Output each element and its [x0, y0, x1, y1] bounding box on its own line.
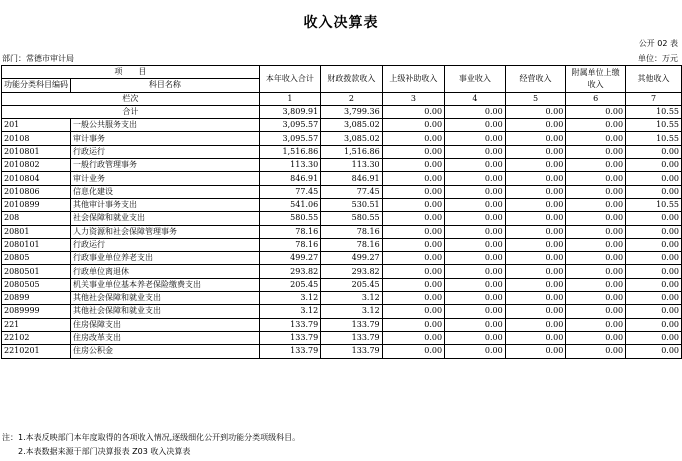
row-value: 0.00: [626, 292, 682, 305]
row-name: 行政事业单位养老支出: [71, 252, 260, 265]
row-value: 3,085.02: [321, 119, 382, 132]
row-value: 0.00: [382, 345, 444, 358]
row-value: 133.79: [259, 331, 320, 344]
table-row: [2, 145, 682, 158]
row-value: 10.55: [626, 119, 682, 132]
table-row: [2, 331, 682, 344]
row-value: 0.00: [382, 119, 444, 132]
row-code: 2210201: [2, 345, 71, 358]
col-header-2: 财政拨款收入: [321, 66, 382, 93]
row-value: 133.79: [259, 345, 320, 358]
row-label-header: 栏次: [2, 92, 260, 105]
row-value: 10.55: [626, 198, 682, 211]
total-row: [2, 105, 682, 118]
table-row: [2, 345, 682, 358]
row-value: 0.00: [566, 331, 626, 344]
row-value: 0.00: [505, 238, 566, 251]
row-value: 0.00: [505, 159, 566, 172]
row-code: 2010806: [2, 185, 71, 198]
row-code: 2080101: [2, 238, 71, 251]
row-value: 0.00: [382, 132, 444, 145]
row-value: 0.00: [382, 305, 444, 318]
row-value: 0.00: [566, 145, 626, 158]
row-value: 0.00: [566, 132, 626, 145]
row-name: 信息化建设: [71, 185, 260, 198]
row-name: 审计业务: [71, 172, 260, 185]
row-value: 133.79: [321, 331, 382, 344]
row-code: 208: [2, 212, 71, 225]
row-value: 0.00: [566, 225, 626, 238]
row-value: 0.00: [505, 198, 566, 211]
row-code: 2010801: [2, 145, 71, 158]
row-value: 0.00: [505, 318, 566, 331]
row-value: 0.00: [566, 305, 626, 318]
row-value: 0.00: [626, 159, 682, 172]
row-value: 133.79: [321, 345, 382, 358]
row-value: 3.12: [259, 305, 320, 318]
table-row: [2, 265, 682, 278]
row-value: 0.00: [566, 278, 626, 291]
col-header-6: 附属单位上缴收入: [566, 66, 626, 93]
row-name: 住房保障支出: [71, 318, 260, 331]
row-value: 0.00: [382, 318, 444, 331]
row-value: 133.79: [259, 318, 320, 331]
row-value: 580.55: [321, 212, 382, 225]
table-row: [2, 198, 682, 211]
row-name: 行政运行: [71, 238, 260, 251]
row-value: 0.00: [566, 119, 626, 132]
col-number-4: 4: [445, 92, 506, 105]
row-value: 293.82: [321, 265, 382, 278]
row-value: 0.00: [445, 159, 506, 172]
row-name: 一般公共服务支出: [71, 119, 260, 132]
row-value: 0.00: [382, 331, 444, 344]
row-name: 住房改革支出: [71, 331, 260, 344]
row-name: 其他审计事务支出: [71, 198, 260, 211]
row-value: 0.00: [445, 225, 506, 238]
total-value: 0.00: [445, 105, 506, 118]
row-name: 住房公积金: [71, 345, 260, 358]
row-value: 0.00: [626, 145, 682, 158]
col-number-5: 5: [505, 92, 566, 105]
col-header-7: 其他收入: [626, 66, 682, 93]
row-code: 2080501: [2, 265, 71, 278]
row-value: 0.00: [382, 172, 444, 185]
row-value: 113.30: [321, 159, 382, 172]
table-row: [2, 172, 682, 185]
table-row: [2, 132, 682, 145]
table-row: [2, 225, 682, 238]
row-value: 1,516.86: [259, 145, 320, 158]
col-header-4: 事业收入: [445, 66, 506, 93]
row-value: 0.00: [445, 172, 506, 185]
row-value: 0.00: [445, 345, 506, 358]
row-value: 3,095.57: [259, 119, 320, 132]
row-value: 0.00: [445, 292, 506, 305]
row-value: 205.45: [321, 278, 382, 291]
unit-label: 单位：万元: [638, 54, 678, 63]
table-row: [2, 305, 682, 318]
row-value: 78.16: [259, 225, 320, 238]
row-value: 0.00: [566, 212, 626, 225]
row-code: 2089999: [2, 305, 71, 318]
row-value: 0.00: [566, 185, 626, 198]
row-value: 0.00: [505, 119, 566, 132]
row-value: 0.00: [445, 318, 506, 331]
row-value: 0.00: [382, 238, 444, 251]
row-value: 0.00: [566, 292, 626, 305]
row-value: 77.45: [259, 185, 320, 198]
row-code: 20801: [2, 225, 71, 238]
row-value: 530.51: [321, 198, 382, 211]
row-value: 0.00: [566, 265, 626, 278]
income-table: [1, 65, 682, 359]
note-line: 注：1.本表反映部门本年度取得的各项收入情况,逐级细化公开到功能分类项级科目。: [2, 433, 301, 442]
col-header-5: 经营收入: [505, 66, 566, 93]
row-value: 0.00: [566, 198, 626, 211]
row-name: 其他社会保障和就业支出: [71, 292, 260, 305]
row-value: 580.55: [259, 212, 320, 225]
table-row: [2, 278, 682, 291]
row-value: 77.45: [321, 185, 382, 198]
row-name: 社会保障和就业支出: [71, 212, 260, 225]
row-value: 0.00: [626, 318, 682, 331]
row-value: 0.00: [626, 238, 682, 251]
row-value: 3.12: [321, 305, 382, 318]
row-value: 0.00: [382, 278, 444, 291]
row-value: 0.00: [382, 292, 444, 305]
row-value: 0.00: [505, 252, 566, 265]
row-value: 205.45: [259, 278, 320, 291]
row-value: 0.00: [445, 331, 506, 344]
row-value: 78.16: [259, 238, 320, 251]
row-value: 0.00: [566, 318, 626, 331]
table-row: [2, 119, 682, 132]
row-value: 0.00: [445, 238, 506, 251]
row-value: 0.00: [382, 145, 444, 158]
row-name: 一般行政管理事务: [71, 159, 260, 172]
col-number-3: 3: [382, 92, 444, 105]
row-value: 0.00: [505, 331, 566, 344]
row-value: 133.79: [321, 318, 382, 331]
row-value: 3.12: [259, 292, 320, 305]
row-value: 0.00: [505, 278, 566, 291]
row-value: 0.00: [626, 225, 682, 238]
total-value: 0.00: [505, 105, 566, 118]
total-label: 合计: [2, 105, 260, 118]
row-code: 201: [2, 119, 71, 132]
row-value: 0.00: [505, 185, 566, 198]
row-value: 0.00: [382, 212, 444, 225]
row-value: 10.55: [626, 132, 682, 145]
row-value: 0.00: [566, 345, 626, 358]
row-value: 3,085.02: [321, 132, 382, 145]
table-row: [2, 238, 682, 251]
row-value: 293.82: [259, 265, 320, 278]
row-code: 2080505: [2, 278, 71, 291]
row-value: 0.00: [505, 305, 566, 318]
table-row: [2, 292, 682, 305]
code-header: 功能分类科目编码: [2, 79, 71, 92]
row-value: 0.00: [566, 159, 626, 172]
total-value: 10.55: [626, 105, 682, 118]
row-code: 221: [2, 318, 71, 331]
row-value: 0.00: [505, 292, 566, 305]
col-number-2: 2: [321, 92, 382, 105]
row-value: 3.12: [321, 292, 382, 305]
project-header: 项 目: [2, 66, 260, 79]
row-value: 0.00: [445, 185, 506, 198]
row-name: 人力资源和社会保障管理事务: [71, 225, 260, 238]
row-value: 1,516.86: [321, 145, 382, 158]
row-code: 20805: [2, 252, 71, 265]
row-name: 审计事务: [71, 132, 260, 145]
row-value: 541.06: [259, 198, 320, 211]
row-value: 846.91: [321, 172, 382, 185]
table-row: [2, 185, 682, 198]
row-value: 0.00: [382, 265, 444, 278]
total-value: 3,799.36: [321, 105, 382, 118]
col-number-7: 7: [626, 92, 682, 105]
page-title: 收入决算表: [303, 15, 379, 31]
row-value: 0.00: [445, 132, 506, 145]
total-value: 0.00: [382, 105, 444, 118]
row-value: 0.00: [505, 345, 566, 358]
row-name: 机关事业单位基本养老保险缴费支出: [71, 278, 260, 291]
row-value: 0.00: [626, 331, 682, 344]
row-value: 0.00: [445, 305, 506, 318]
table-row: [2, 252, 682, 265]
row-value: 0.00: [566, 238, 626, 251]
row-value: 3,095.57: [259, 132, 320, 145]
note-line: 2.本表数据来源于部门决算报表 Z03 收入决算表: [2, 447, 191, 456]
row-value: 0.00: [626, 172, 682, 185]
department-label: 部门：常德市审计局: [2, 54, 74, 63]
col-number-6: 6: [566, 92, 626, 105]
row-value: 0.00: [626, 212, 682, 225]
row-value: 0.00: [505, 225, 566, 238]
row-value: 0.00: [626, 252, 682, 265]
table-row: [2, 159, 682, 172]
row-value: 0.00: [626, 185, 682, 198]
row-value: 0.00: [445, 119, 506, 132]
row-value: 0.00: [626, 278, 682, 291]
row-value: 0.00: [382, 185, 444, 198]
row-value: 78.16: [321, 225, 382, 238]
total-value: 3,809.91: [259, 105, 320, 118]
row-value: 0.00: [445, 145, 506, 158]
row-value: 0.00: [445, 265, 506, 278]
row-value: 78.16: [321, 238, 382, 251]
row-code: 20108: [2, 132, 71, 145]
row-value: 0.00: [505, 172, 566, 185]
row-value: 0.00: [445, 212, 506, 225]
name-header: 科目名称: [71, 79, 260, 92]
row-value: 0.00: [626, 305, 682, 318]
row-value: 0.00: [505, 265, 566, 278]
row-value: 499.27: [321, 252, 382, 265]
row-value: 0.00: [505, 145, 566, 158]
row-value: 0.00: [382, 159, 444, 172]
form-number: 公开 02 表: [638, 39, 678, 48]
row-value: 846.91: [259, 172, 320, 185]
row-value: 0.00: [566, 252, 626, 265]
row-value: 0.00: [382, 252, 444, 265]
table-row: [2, 212, 682, 225]
table-row: [2, 318, 682, 331]
notes: [2, 431, 300, 459]
row-value: 0.00: [445, 252, 506, 265]
col-number-1: 1: [259, 92, 320, 105]
row-value: 113.30: [259, 159, 320, 172]
row-value: 0.00: [566, 172, 626, 185]
row-value: 0.00: [626, 345, 682, 358]
row-value: 0.00: [382, 198, 444, 211]
row-value: 0.00: [505, 132, 566, 145]
col-header-1: 本年收入合计: [259, 66, 320, 93]
row-code: 20899: [2, 292, 71, 305]
col-header-3: 上级补助收入: [382, 66, 444, 93]
row-name: 其他社会保障和就业支出: [71, 305, 260, 318]
row-code: 2010804: [2, 172, 71, 185]
row-name: 行政运行: [71, 145, 260, 158]
row-code: 2010899: [2, 198, 71, 211]
row-value: 0.00: [505, 212, 566, 225]
row-value: 0.00: [382, 225, 444, 238]
row-value: 0.00: [445, 278, 506, 291]
row-value: 0.00: [445, 198, 506, 211]
row-value: 0.00: [626, 265, 682, 278]
row-value: 499.27: [259, 252, 320, 265]
total-value: 0.00: [566, 105, 626, 118]
row-code: 2010802: [2, 159, 71, 172]
row-name: 行政单位离退休: [71, 265, 260, 278]
row-code: 22102: [2, 331, 71, 344]
